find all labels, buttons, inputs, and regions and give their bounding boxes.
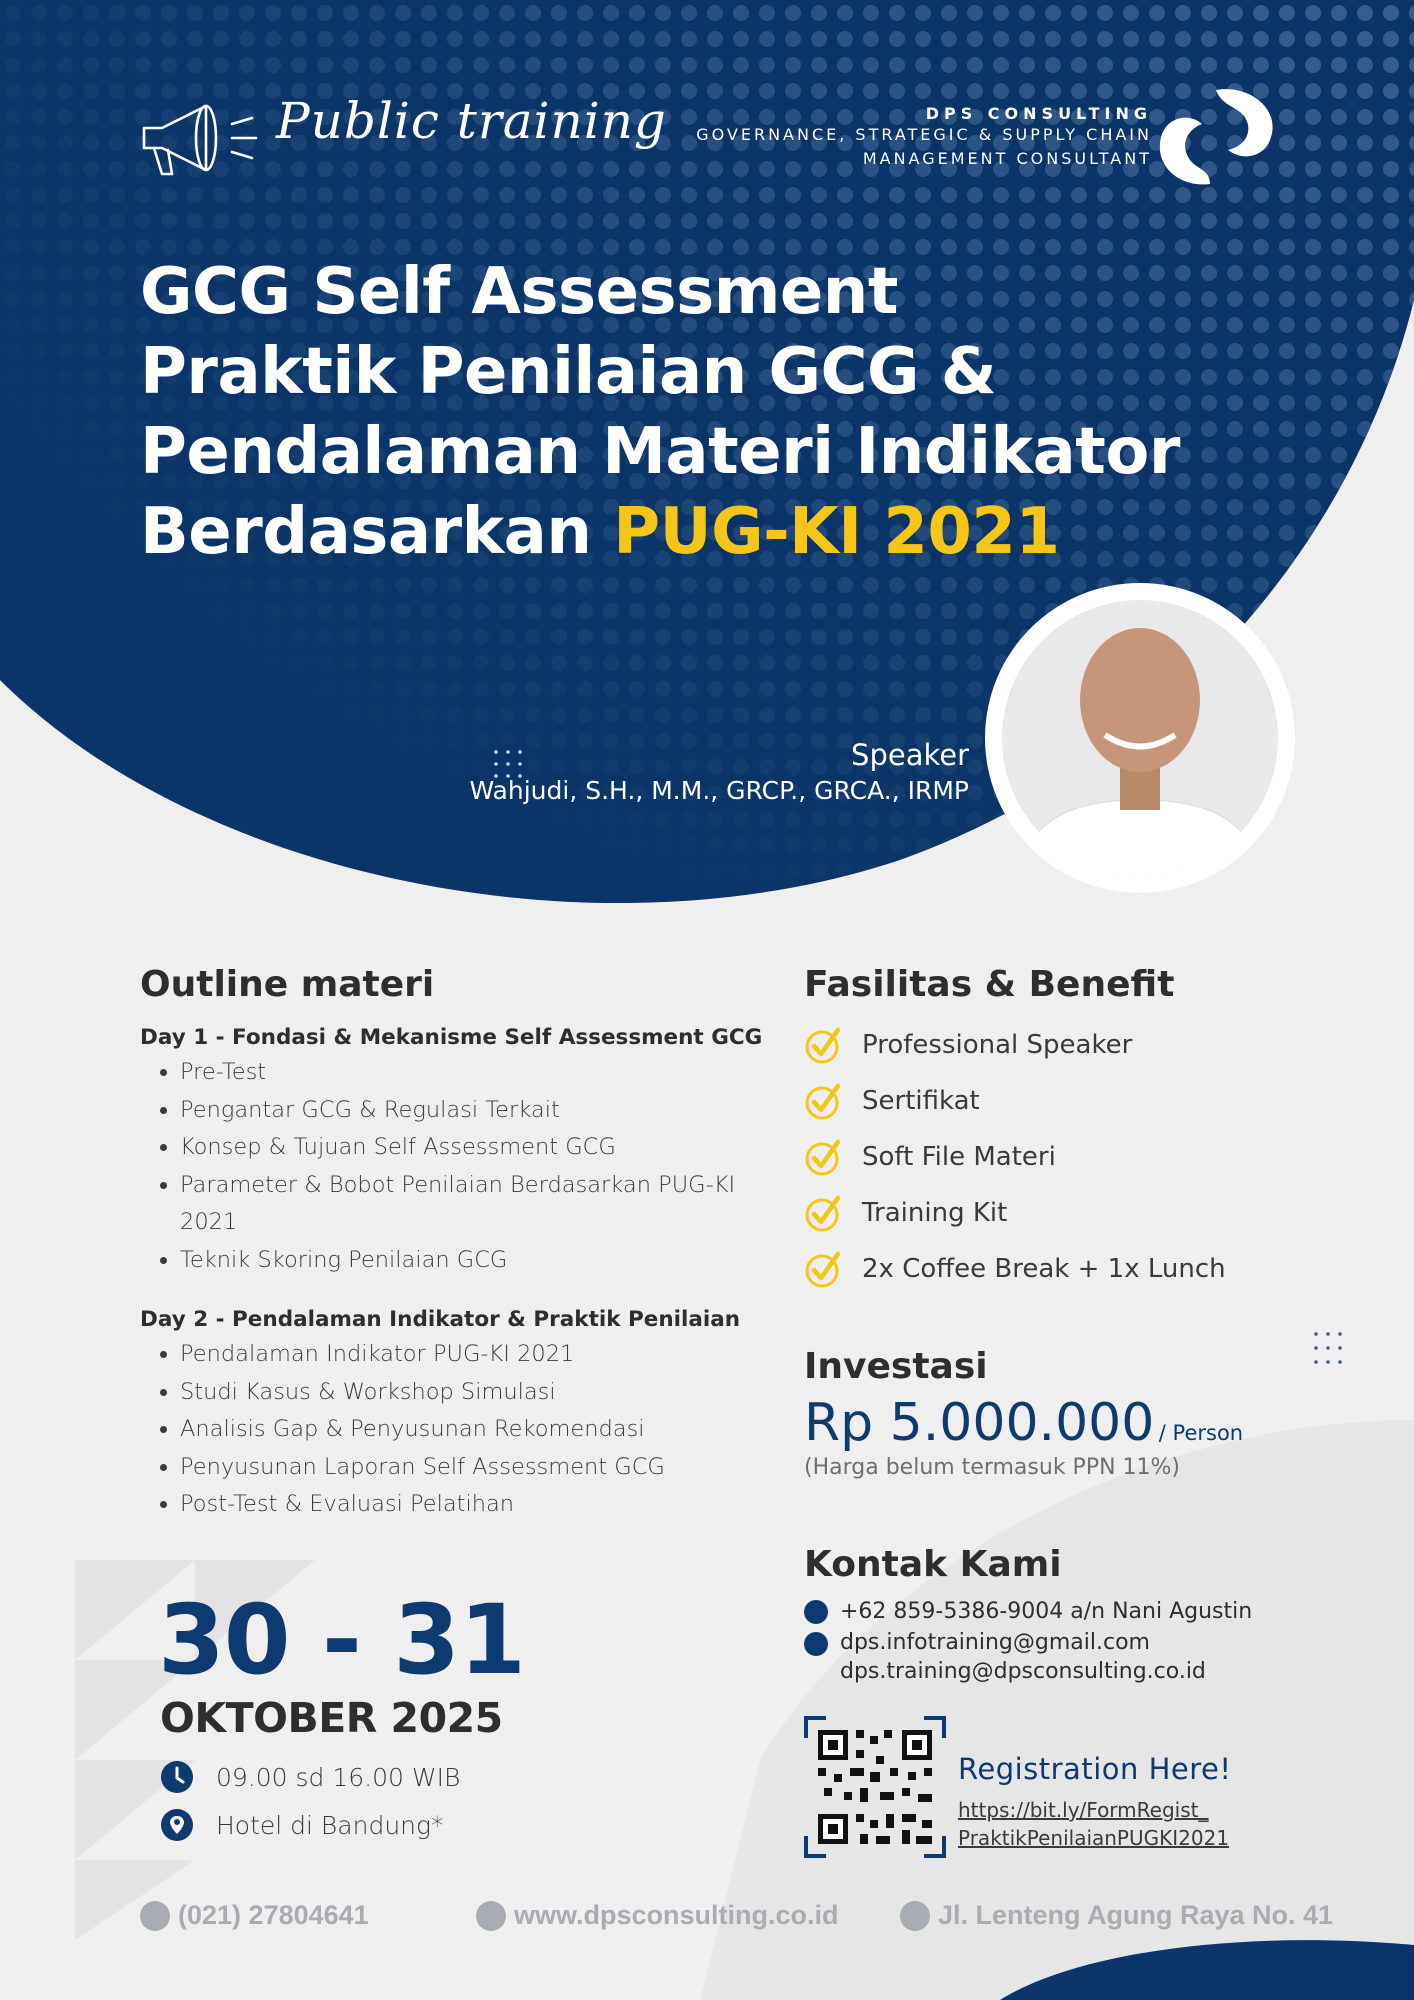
event-time: 09.00 sd 16.00 WIB	[216, 1762, 461, 1792]
benefit-label: Training Kit	[862, 1198, 1008, 1228]
registration-link-1[interactable]: https://bit.ly/FormRegist_	[958, 1798, 1209, 1822]
outline-section	[140, 964, 780, 1524]
brand-sub1: GOVERNANCE, STRATEGIC & SUPPLY CHAIN	[696, 125, 1152, 144]
benefit-item	[804, 1017, 1324, 1073]
benefits-heading: Fasilitas & Benefit	[804, 964, 1175, 1005]
registration-block	[958, 1752, 1358, 1852]
location-pin-icon	[160, 1808, 194, 1842]
check-circle-icon	[804, 1026, 842, 1064]
benefit-item	[804, 1129, 1324, 1185]
registration-link-2[interactable]: PraktikPenilaianPUGKI2021	[958, 1826, 1230, 1850]
qr-code[interactable]	[804, 1716, 946, 1858]
registration-title: Registration Here!	[958, 1752, 1232, 1786]
event-location-row	[160, 1808, 444, 1842]
benefit-label: Professional Speaker	[862, 1030, 1133, 1060]
footer-website	[476, 1900, 839, 1931]
check-circle-icon	[804, 1138, 842, 1176]
list-item: • Parameter & Bobot Penilaian Berdasarkan PUG-KI 2021	[180, 1167, 780, 1242]
title-highlight: PUG-KI 2021	[613, 495, 1060, 569]
location-pin-icon	[900, 1901, 930, 1931]
investasi-section	[804, 1346, 1324, 1480]
price-note: (Harga belum termasuk PPN 11%)	[804, 1455, 1181, 1480]
footer-phone	[140, 1900, 369, 1931]
title-line-1: GCG Self Assessment	[140, 255, 898, 329]
day1-list	[140, 1054, 780, 1279]
globe-icon	[476, 1901, 506, 1931]
list-item: • Pengantar GCG & Regulasi Terkait	[180, 1092, 780, 1130]
list-item: • Teknik Skoring Penilaian GCG	[180, 1242, 780, 1280]
speaker-block	[369, 738, 969, 805]
list-item: • Post-Test & Evaluasi Pelatihan	[180, 1486, 780, 1524]
event-location: Hotel di Bandung*	[216, 1810, 444, 1840]
title-line-4	[140, 492, 1240, 572]
benefit-item	[804, 1241, 1324, 1297]
list-item: • Pendalaman Indikator PUG-KI 2021	[180, 1336, 780, 1374]
footer-address-text: Jl. Lenteng Agung Raya No. 41	[938, 1900, 1334, 1930]
benefits-section	[804, 964, 1324, 1297]
investasi-heading: Investasi	[804, 1346, 988, 1387]
brand-sub2: MANAGEMENT CONSULTANT	[862, 149, 1152, 168]
footer-website-text[interactable]: www.dpsconsulting.co.id	[514, 1900, 839, 1930]
check-circle-icon	[804, 1082, 842, 1120]
check-circle-icon	[804, 1250, 842, 1288]
brand-block	[592, 104, 1152, 171]
megaphone-icon	[140, 96, 262, 180]
phone-icon	[804, 1600, 828, 1624]
event-month: OKTOBER 2025	[160, 1694, 503, 1742]
brand-name: DPS CONSULTING	[925, 104, 1152, 123]
phone-icon	[140, 1901, 170, 1931]
title-line-4-prefix: Berdasarkan	[140, 495, 614, 569]
price-unit: / Person	[1158, 1421, 1244, 1445]
contact-heading: Kontak Kami	[804, 1544, 1062, 1585]
price: Rp 5.000.000	[804, 1393, 1155, 1453]
benefit-label: 2x Coffee Break + 1x Lunch	[862, 1254, 1226, 1284]
outline-heading: Outline materi	[140, 964, 435, 1005]
speaker-label: Speaker	[851, 738, 969, 772]
benefit-label: Soft File Materi	[862, 1142, 1056, 1172]
public-training-tagline: Public training	[276, 92, 667, 150]
contact-phone[interactable]: +62 859-5386-9004 a/n Nani Agustin	[840, 1599, 1253, 1624]
list-item: • Konsep & Tujuan Self Assessment GCG	[180, 1129, 780, 1167]
title-line-3: Pendalaman Materi Indikator	[140, 415, 1180, 489]
benefit-item	[804, 1185, 1324, 1241]
speaker-name: Wahjudi, S.H., M.M., GRCP., GRCA., IRMP	[469, 776, 969, 805]
check-circle-icon	[804, 1194, 842, 1232]
list-item: • Studi Kasus & Workshop Simulasi	[180, 1374, 780, 1412]
benefit-item	[804, 1073, 1324, 1129]
list-item: • Pre-Test	[180, 1054, 780, 1092]
clock-icon	[160, 1760, 194, 1794]
title-line-2: Praktik Penilaian GCG &	[140, 335, 997, 409]
contact-email-2[interactable]: dps.training@dpsconsulting.co.id	[840, 1659, 1206, 1684]
day2-list	[140, 1336, 780, 1524]
contact-email-1[interactable]: dps.infotraining@gmail.com	[840, 1630, 1150, 1655]
event-date: 30 - 31	[158, 1584, 525, 1696]
list-item: • Penyusunan Laporan Self Assessment GCG	[180, 1449, 780, 1487]
day2-title: Day 2 - Pendalaman Indikator & Praktik Penilaian	[140, 1307, 741, 1332]
contact-section	[804, 1544, 1324, 1686]
day1-title: Day 1 - Fondasi & Mekanisme Self Assessment GCG	[140, 1025, 763, 1050]
email-icon	[804, 1632, 828, 1656]
event-time-row	[160, 1760, 460, 1794]
benefit-label: Sertifikat	[862, 1086, 980, 1116]
footer-phone-text[interactable]: (021) 27804641	[178, 1900, 369, 1930]
list-item: • Analisis Gap & Penyusunan Rekomendasi	[180, 1411, 780, 1449]
footer-address	[900, 1900, 1333, 1931]
dps-logo-icon	[1158, 88, 1276, 188]
event-title	[140, 252, 1240, 572]
